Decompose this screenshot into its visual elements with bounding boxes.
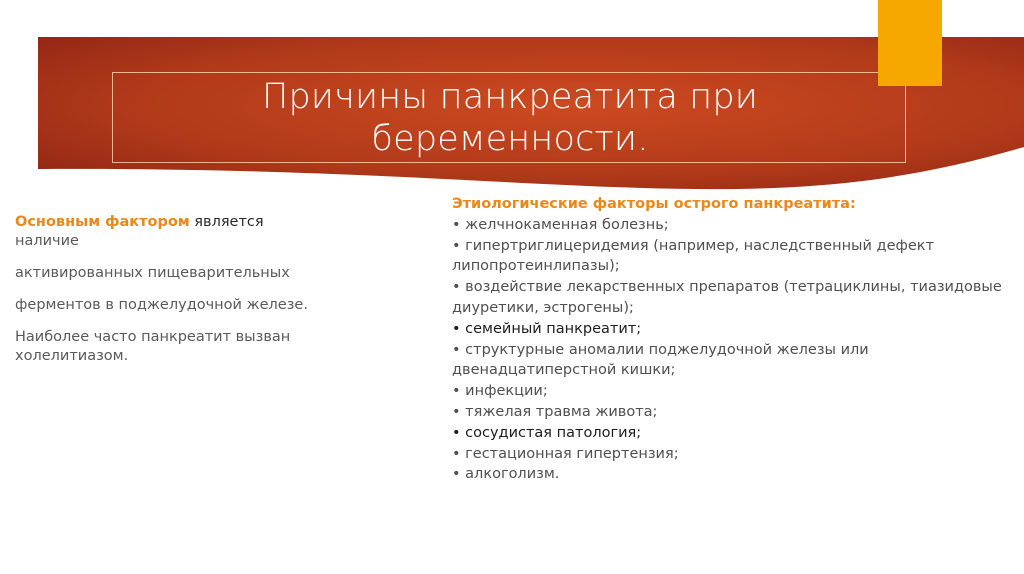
list-item: • структурные аномалии поджелудочной железы или двенадцатиперстной кишки;: [452, 341, 869, 379]
left-text-block: [15, 213, 375, 379]
key-factor-line2: наличие: [15, 233, 79, 249]
etiology-heading: Этиологические факторы острого панкреатита:: [452, 196, 856, 212]
left-paragraph-3: ферментов в поджелудочной железе.: [15, 297, 308, 313]
key-factor-highlight: Основным фактором: [15, 214, 190, 230]
list-item: • алкоголизм.: [452, 466, 560, 483]
etiology-list: [452, 215, 1012, 485]
key-factor-rest: является: [189, 214, 264, 230]
list-item: • сосудистая патология;: [452, 424, 642, 441]
slide-title-line1: Причины панкреатита при: [261, 77, 759, 117]
slide-title-line2: беременности.: [371, 119, 649, 159]
list-item: • семейный панкреатит;: [452, 320, 642, 337]
list-item: • гестационная гипертензия;: [452, 445, 679, 462]
left-paragraph-2: активированных пищеварительных: [15, 265, 290, 281]
slide-title: [200, 76, 820, 160]
left-paragraph-4: Наиболее часто панкреатит вызван холелитиазом.: [15, 329, 291, 364]
accent-bar: [878, 0, 942, 86]
left-paragraph-1: [15, 213, 375, 251]
etiology-block: [452, 194, 1012, 485]
list-item: • тяжелая травма живота;: [452, 403, 658, 420]
list-item: • воздействие лекарственных препаратов (тетрациклины, тиазидовые диуретики, эстрогены);: [452, 279, 1002, 316]
list-item: • инфекции;: [452, 383, 548, 400]
list-item: • гипертриглицеридемия (например, наследственный дефект липопротеинлипазы);: [452, 237, 935, 275]
list-item: • желчнокаменная болезнь;: [452, 216, 669, 233]
